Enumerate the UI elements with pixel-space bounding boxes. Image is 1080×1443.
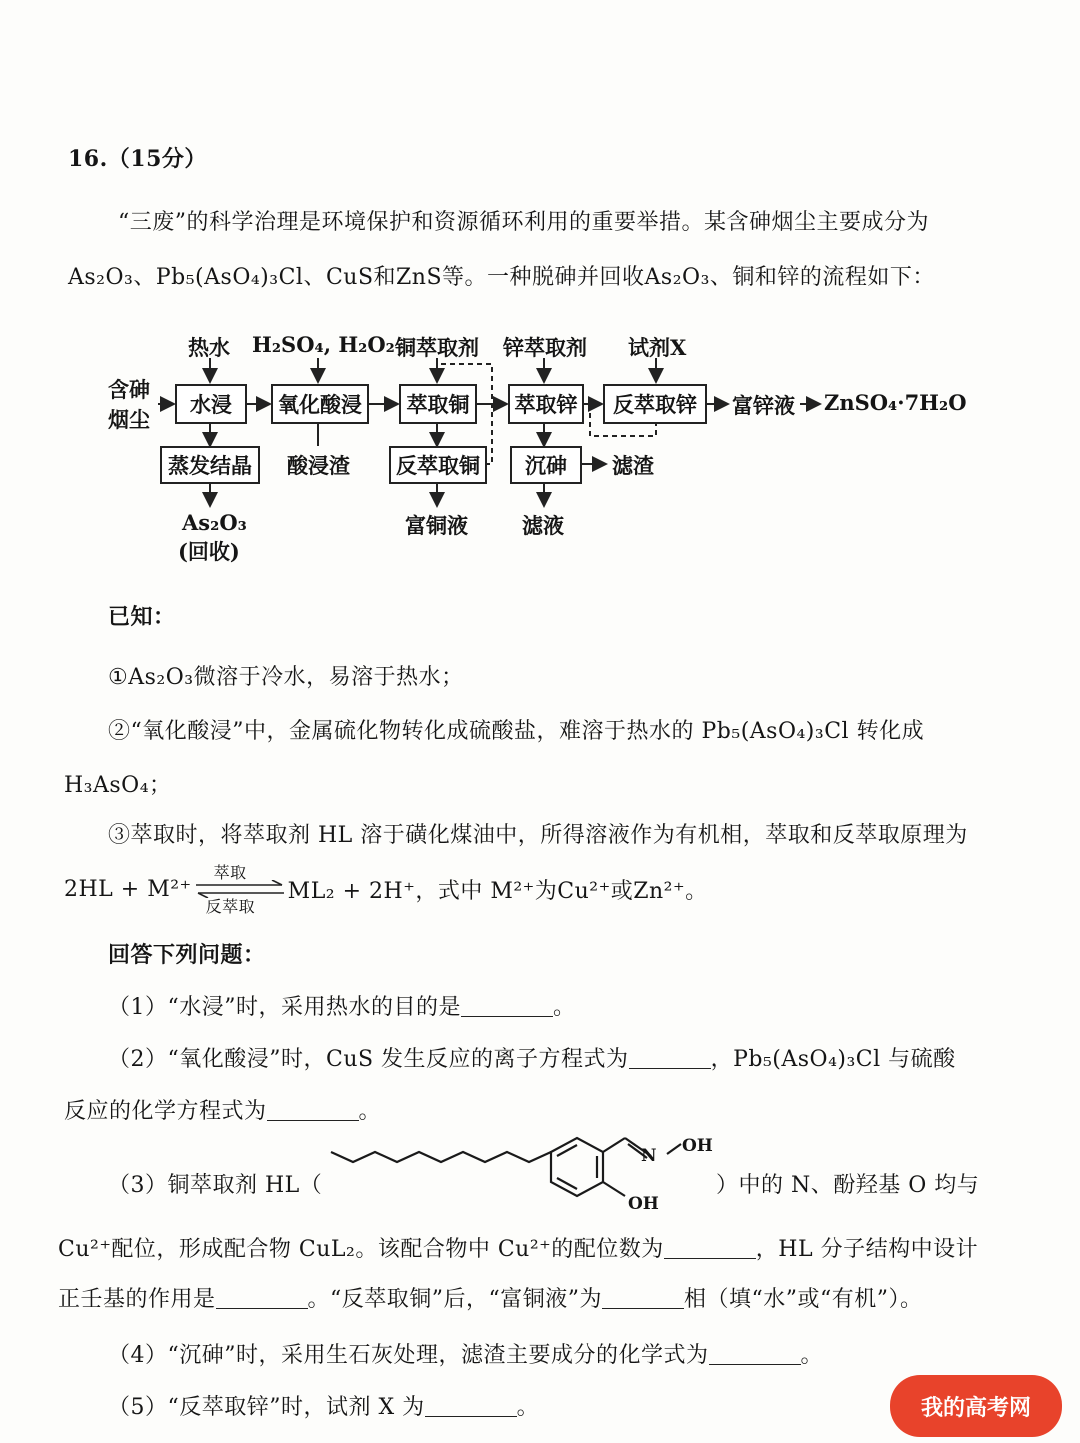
question-1	[108, 990, 576, 1021]
box-water-leach: 水浸	[175, 384, 247, 424]
known-heading: 已知：	[108, 604, 176, 630]
question-2	[108, 1042, 956, 1073]
box-precipitate-as: 沉砷	[510, 446, 582, 484]
question-3-lead: （3）铜萃取剂 HL（	[108, 1173, 323, 1198]
process-flowchart	[0, 320, 1080, 570]
q5-text: （5）“反萃取锌”时，试剂 X 为	[108, 1395, 425, 1420]
arrow-label-extract: 萃取	[213, 863, 247, 882]
output-acid-residue: 酸浸渣	[287, 453, 350, 478]
output-znso4: ZnSO₄·7H₂O	[824, 390, 967, 415]
q2-blank-1[interactable]	[629, 1048, 711, 1069]
answers-heading: 回答下列问题：	[108, 942, 266, 968]
q3-text-f: 。“反萃取铜”后，“富铜液”为	[307, 1287, 603, 1312]
q2-text: （2）“氧化酸浸”时，CuS 发生反应的离子方程式为	[108, 1047, 629, 1072]
q2-text-2: ，Pb₅(AsO₄)₃Cl 与硫酸	[710, 1047, 956, 1072]
output-recovered: (回收)	[178, 539, 240, 564]
box-extract-zn: 萃取锌	[508, 384, 584, 424]
known-item-2b: H₃AsO₄；	[64, 773, 172, 798]
q3-blank-2[interactable]	[216, 1288, 308, 1309]
q4-end: 。	[800, 1343, 824, 1368]
box-extract-cu: 萃取铜	[399, 384, 477, 424]
known-item-1: ①As₂O₃微溶于冷水，易溶于热水；	[108, 665, 464, 690]
question-number: 16.（15分）	[68, 146, 207, 172]
intro-line-2: As₂O₃、Pb₅(AsO₄)₃Cl、CuS和ZnS等。一种脱砷并回收As₂O₃、铜和锌的流程如下：	[68, 265, 935, 290]
output-filter-residue: 滤渣	[612, 453, 654, 478]
output-filtrate: 滤液	[522, 513, 564, 538]
q3-blank-1[interactable]	[664, 1238, 756, 1259]
box-oxidative-acid-leach: 氧化酸浸	[271, 384, 369, 424]
q5-end: 。	[516, 1395, 540, 1420]
q3-text-c: Cu²⁺配位，形成配合物 CuL₂。该配合物中 Cu²⁺的配位数为	[58, 1237, 664, 1262]
q2-blank-2[interactable]	[267, 1100, 359, 1121]
known-item-2a: ②“氧化酸浸”中，金属硫化物转化成硫酸盐，难溶于热水的 Pb₅(AsO₄)₃Cl 转化成	[108, 719, 925, 744]
q3-blank-3[interactable]	[602, 1288, 684, 1309]
q1-end: 。	[553, 995, 576, 1020]
site-logo-badge: 我的高考网	[890, 1375, 1062, 1437]
q4-text: （4）“沉砷”时，采用生石灰处理，滤渣主要成分的化学式为	[108, 1343, 709, 1368]
q1-blank[interactable]	[461, 996, 553, 1017]
question-3-line-3	[58, 1282, 923, 1313]
q2-text-3: 反应的化学方程式为	[64, 1099, 267, 1124]
question-3-tail: ）中的 N、酚羟基 O 均与	[716, 1173, 980, 1198]
question-4	[108, 1338, 823, 1369]
box-back-extract-zn: 反萃取锌	[603, 384, 707, 424]
hl-oh-label-2: OH	[628, 1194, 659, 1214]
source-label-2: 烟尘	[108, 407, 150, 432]
q1-text: （1）“水浸”时，采用热水的目的是	[108, 995, 461, 1020]
q3-text-g: 相（填“水”或“有机”）。	[684, 1287, 923, 1312]
source-label-1: 含砷	[108, 377, 150, 402]
q5-blank[interactable]	[425, 1396, 517, 1417]
box-back-extract-cu: 反萃取铜	[389, 446, 487, 484]
known-item-3a: ③萃取时，将萃取剂 HL 溶于磺化煤油中，所得溶液作为有机相，萃取和反萃取原理为	[108, 823, 968, 848]
question-3-line-2	[58, 1232, 978, 1263]
reversible-arrow	[192, 863, 288, 916]
hl-oh-label-1: OH	[682, 1136, 713, 1156]
hl-n-label: N	[641, 1146, 657, 1166]
output-rich-zn: 富锌液	[732, 393, 795, 418]
box-evaporate: 蒸发结晶	[160, 446, 260, 484]
output-rich-cu: 富铜液	[405, 513, 468, 538]
reagent-acid: H₂SO₄, H₂O₂	[252, 332, 395, 357]
reagent-cu-extractant: 铜萃取剂	[395, 335, 479, 360]
reagent-hot-water: 热水	[188, 335, 230, 360]
q3-text-d: ，HL 分子结构中设计	[755, 1237, 979, 1262]
equation-left: 2HL + M²⁺	[64, 876, 192, 902]
question-2-cont	[64, 1094, 381, 1125]
reagent-x: 试剂X	[628, 335, 687, 360]
q3-text-e: 正壬基的作用是	[58, 1287, 216, 1312]
output-as2o3: As₂O₃	[182, 510, 247, 535]
equilibrium-equation	[64, 863, 708, 916]
question-5	[108, 1390, 539, 1421]
q2-end: 。	[358, 1099, 382, 1124]
reagent-zn-extractant: 锌萃取剂	[503, 335, 587, 360]
arrow-label-back-extract: 反萃取	[205, 897, 256, 916]
q4-blank[interactable]	[709, 1344, 801, 1365]
intro-line-1: “三废”的科学治理是环境保护和资源循环利用的重要举措。某含砷烟尘主要成分为	[118, 210, 929, 235]
equation-right: ML₂ + 2H⁺，式中 M²⁺为Cu²⁺或Zn²⁺。	[287, 878, 708, 904]
